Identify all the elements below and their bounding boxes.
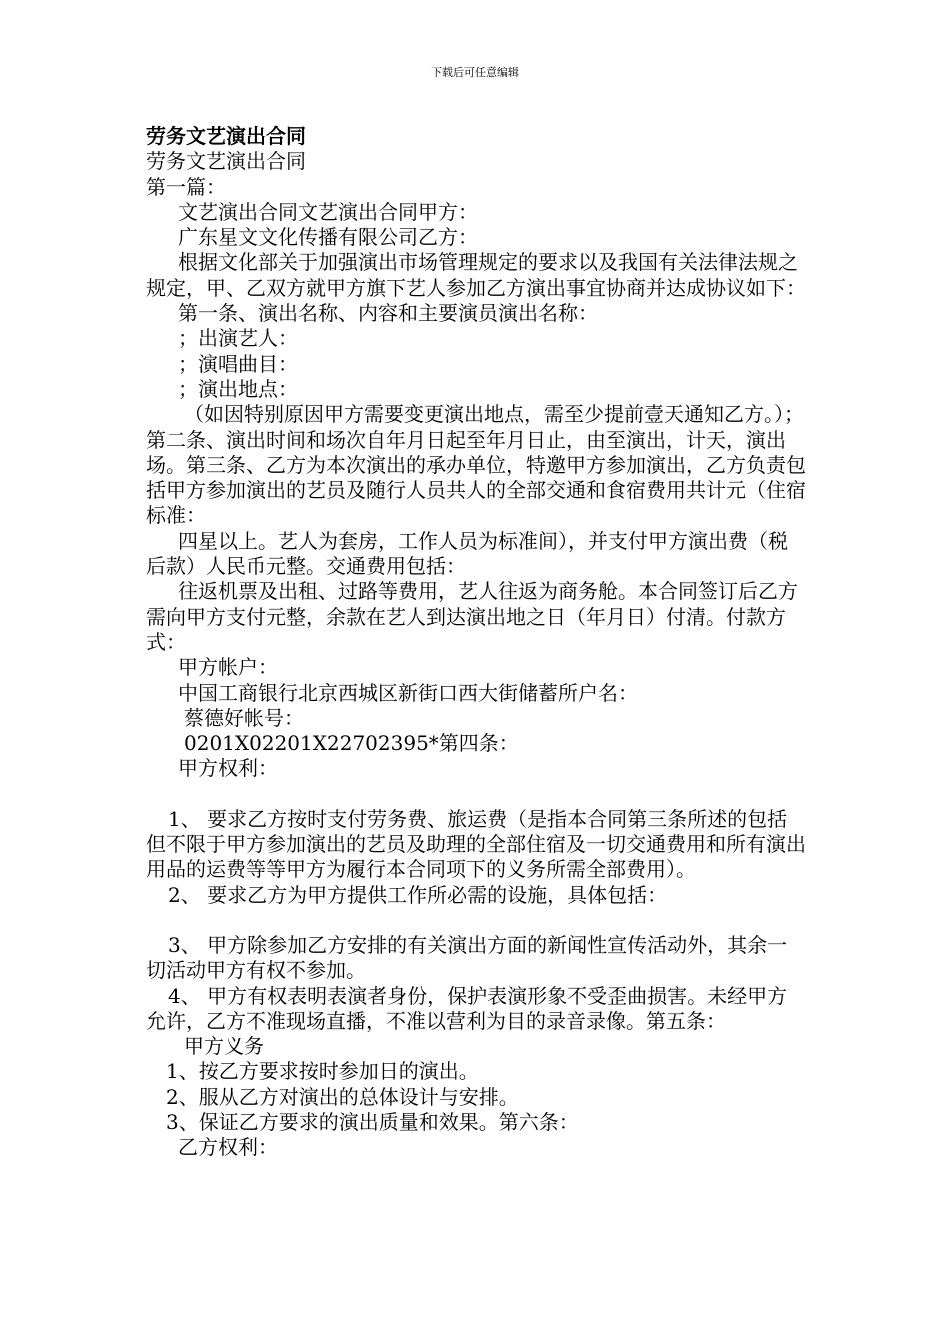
paragraph: 根据文化部关于加强演出市场管理规定的要求以及我国有关法律法规之规定，甲、乙双方就甲方旗下艺人参加乙方演出事宜协商并达成协议如下：	[146, 250, 806, 300]
paragraph: 甲方帐户：	[178, 655, 278, 680]
numbered-item: 3、保证乙方要求的演出质量和效果。第六条：	[166, 1109, 579, 1134]
document-title: 劳务文艺演出合同	[146, 124, 306, 148]
paragraph: ；演唱曲目：	[178, 351, 298, 376]
paragraph: 蔡德好帐号：	[184, 705, 304, 730]
paragraph: 乙方权利：	[178, 1135, 278, 1160]
paragraph: 甲方权利：	[178, 756, 278, 781]
paragraph: ；演出地点：	[178, 376, 298, 401]
numbered-item: 1、按乙方要求按时参加日的演出。	[166, 1059, 479, 1084]
section-heading: 第一篇：	[146, 174, 226, 199]
document-subtitle: 劳务文艺演出合同	[146, 149, 306, 174]
numbered-item: 2、 要求乙方为甲方提供工作所必需的设施，具体包括：	[168, 882, 668, 907]
paragraph: （如因特别原因甲方需要变更演出地点，需至少提前壹天通知乙方。）；第二条、演出时间和场次自年月日起至年月日止，由至演出，计天，演出场。第三条、乙方为本次演出的承办单位，特邀甲方参加演出，乙方负责包括甲方参加演出的艺员及随行人员共人的全部交通和食宿费用共计元（住宿标准：	[146, 402, 806, 528]
page-header-note: 下载后可任意编辑	[431, 66, 519, 79]
numbered-item: 1、 要求乙方按时支付劳务费、旅运费（是指本合同第三条所述的包括但不限于甲方参加演出的艺员及助理的全部住宿及一切交通费用和所有演出用品的运费等等甲方为履行本合同项下的义务所需全部费用）。	[146, 806, 806, 882]
paragraph: 甲方义务	[184, 1034, 264, 1059]
blank-line	[146, 782, 806, 807]
paragraph: 文艺演出合同文艺演出合同甲方：	[178, 199, 478, 224]
paragraph: 四星以上。艺人为套房，工作人员为标准间），并支付甲方演出费（税后款）人民币元整。交通费用包括：	[146, 528, 788, 579]
paragraph: 广东星文文化传播有限公司乙方：	[178, 225, 478, 250]
blank-line	[146, 908, 806, 933]
numbered-item: 3、 甲方除参加乙方安排的有关演出方面的新闻性宣传活动外，其余一切活动甲方有权不参加。	[146, 932, 788, 983]
contract-document	[146, 124, 806, 1161]
paragraph: 往返机票及出租、过路等费用，艺人往返为商务舱。本合同签订后乙方需向甲方支付元整，余款在艺人到达演出地之日（年月日）付清。付款方式：	[146, 579, 798, 654]
numbered-item: 2、服从乙方对演出的总体设计与安排。	[166, 1084, 519, 1109]
paragraph: ；出演艺人：	[178, 326, 298, 351]
paragraph: 0201X02201X22702395*第四条：	[184, 731, 519, 756]
numbered-item: 4、 甲方有权表明表演者身份，保护表演形象不受歪曲损害。未经甲方允许，乙方不准现场直播，不准以营利为目的录音录像。第五条：	[146, 983, 788, 1033]
paragraph: 中国工商银行北京西城区新街口西大街储蓄所户名：	[178, 680, 638, 705]
paragraph: 第一条、演出名称、内容和主要演员演出名称：	[178, 301, 598, 326]
